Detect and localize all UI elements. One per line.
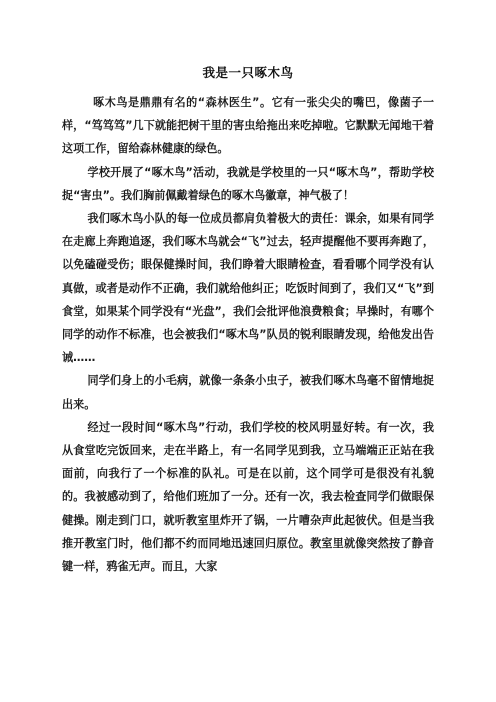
paragraph: 学校开展了“啄木鸟”活动，我就是学校里的一只“啄木鸟”，帮助学校捉“害虫”。我们胸前佩戴着绿色的啄木鸟徽章，神气极了！	[62, 165, 434, 202]
document-body	[62, 91, 434, 578]
paragraph: 啄木鸟是鼎鼎有名的“森林医生”。它有一张尖尖的嘴巴，像菌子一样，“笃笃笃”几下就能把树干里的害虫给拖出来吃掉啦。它默默无闻地干着这项工作，留给森林健康的绿色。	[62, 96, 434, 156]
paragraph: 我们啄木鸟小队的每一位成员都肩负着极大的责任：课余，如果有同学在走廊上奔跑追逐，我们啄木鸟就会“飞”过去，轻声提醒他不要再奔跑了，以免磕碰受伤；眼保健操时间，我们睁着大眼睛检查，看看哪个同学没有认真做，或者是动作不正确，我们就给他纠正；吃饭时间到了，我们又“飞”到食堂，如果某个同学没有“光盘”，我们会批评他浪费粮食；早操时，有哪个同学的动作不标准，也会被我们“啄木鸟”队员的锐利眼睛发现，给他发出告诫……	[62, 212, 434, 365]
paragraph: 经过一段时间“啄木鸟”行动，我们学校的校风明显好转。有一次，我从食堂吃完饭回来，走在半路上，有一名同学见到我，立马端端正正站在我面前，向我行了一个标准的队礼。可是在以前，这个同学可是很没有礼貌的。我被感动到了，给他们班加了一分。还有一次，我去检查同学们做眼保健操。刚走到门口，就听教室里炸开了锅，一片嘈杂声此起彼伏。但是当我推开教室门时，他们都不约而同地迅速回归原位。教室里就像突然按了静音键一样，鸦雀无声。而且，大家	[62, 420, 434, 574]
document-title: 我是一只啄木鸟	[202, 65, 294, 80]
paragraph: 同学们身上的小毛病，就像一条条小虫子，被我们啄木鸟毫不留情地捉出来。	[62, 374, 434, 411]
